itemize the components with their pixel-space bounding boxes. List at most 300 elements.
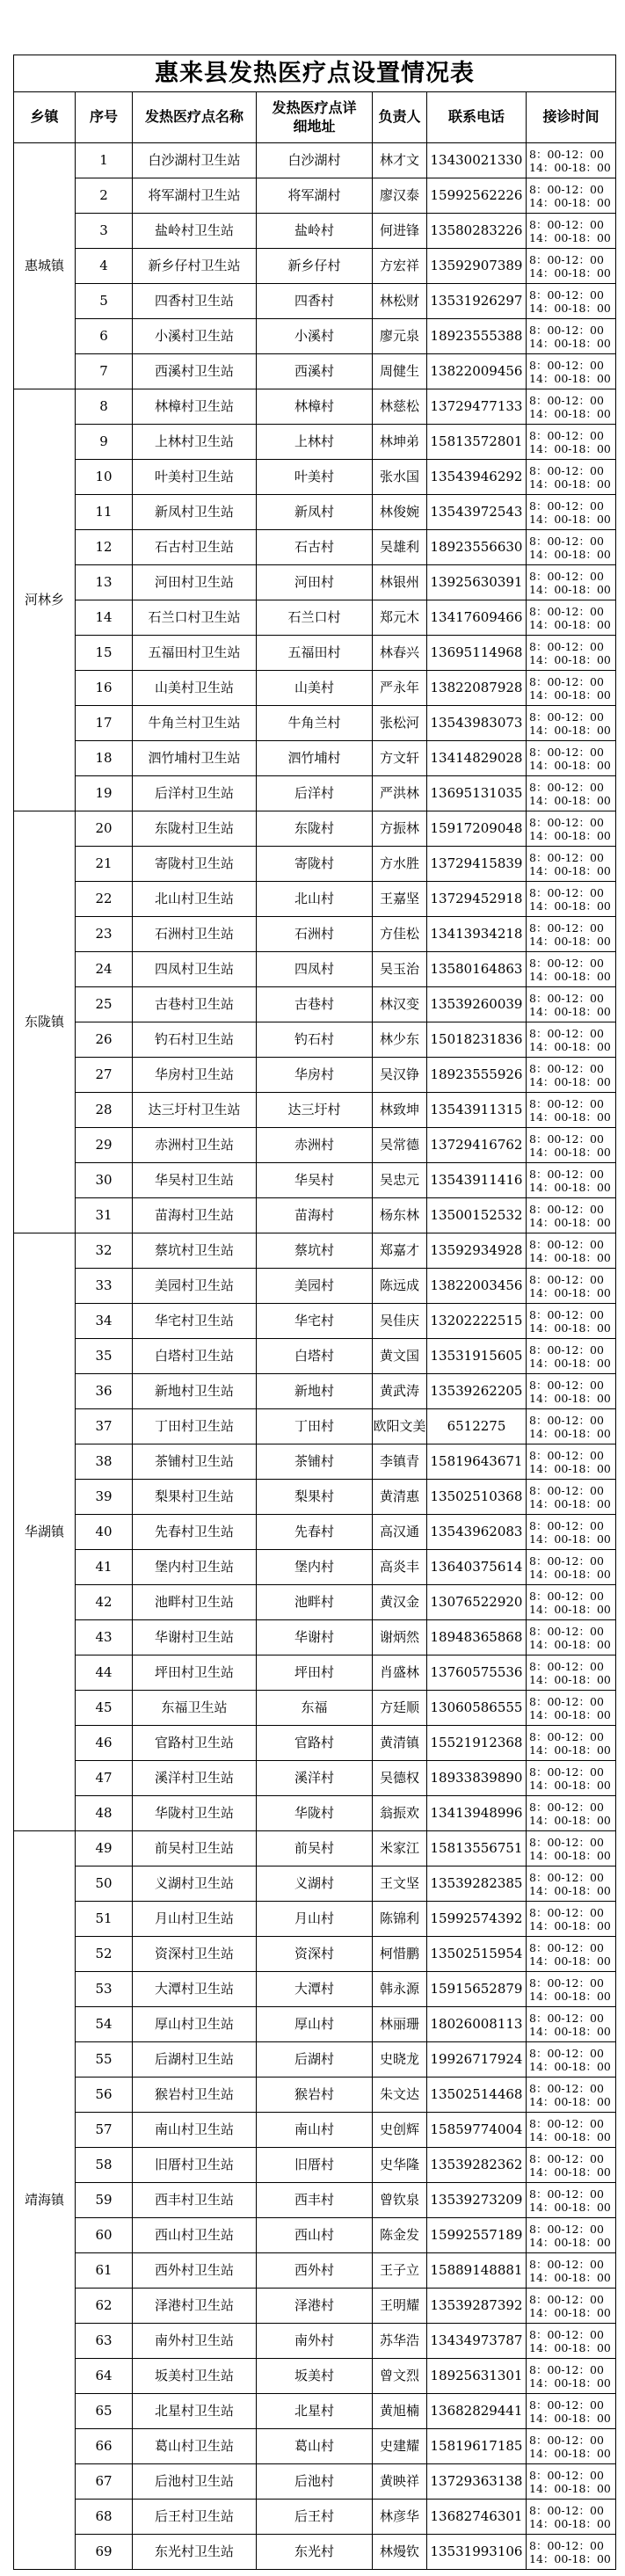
cell-address <box>257 249 373 284</box>
cell-time-line: 8：00-12：00 <box>529 463 604 477</box>
cell-no <box>76 2253 133 2289</box>
cell-time-line: 8：00-12：00 <box>529 1483 604 1497</box>
cell-address <box>257 741 373 776</box>
cell-no <box>76 1058 133 1093</box>
cell-time <box>527 1620 616 1655</box>
cell-person <box>373 1691 427 1726</box>
cell-address-text: 寄陇村 <box>294 855 334 872</box>
cell-time <box>527 2253 616 2289</box>
cell-phone-text: 13502510368 <box>430 1488 523 1505</box>
cell-no <box>76 1550 133 1585</box>
cell-name <box>133 2007 257 2042</box>
cell-person <box>373 1867 427 1902</box>
cell-time-line: 14：00-18：00 <box>529 582 611 596</box>
cell-time-line: 8：00-12：00 <box>529 1835 604 1849</box>
cell-time-line: 14：00-18：00 <box>529 1918 611 1932</box>
cell-phone <box>427 1480 527 1515</box>
cell-time <box>527 1233 616 1269</box>
cell-address <box>257 2464 373 2500</box>
cell-time-line: 8：00-12：00 <box>529 323 604 337</box>
cell-no-text: 1 <box>99 152 108 169</box>
cell-person <box>373 1163 427 1198</box>
header-address-text: 发热医疗点详细地址 <box>272 98 357 135</box>
cell-address <box>257 1058 373 1093</box>
cell-name-text: 茶铺村卫生站 <box>154 1453 234 1470</box>
cell-person-text: 方振林 <box>379 820 419 837</box>
cell-phone-text: 13502515954 <box>430 1946 523 1962</box>
cell-time-line: 8：00-12：00 <box>529 2327 604 2341</box>
cell-no <box>76 2289 133 2324</box>
cell-time-line: 14：00-18：00 <box>529 1743 611 1757</box>
cell-phone <box>427 1691 527 1726</box>
cell-person <box>373 1058 427 1093</box>
cell-time <box>527 2007 616 2042</box>
cell-person <box>373 354 427 389</box>
cell-time-line: 14：00-18：00 <box>529 1110 611 1124</box>
cell-phone-text: 18933839890 <box>430 1770 523 1786</box>
cell-no-text: 40 <box>95 1524 113 1540</box>
cell-name-text: 前吴村卫生站 <box>154 1840 234 1857</box>
cell-time-line: 8：00-12：00 <box>529 1940 604 1954</box>
cell-time-line: 14：00-18：00 <box>529 1989 611 2003</box>
cell-no <box>76 1374 133 1409</box>
cell-no <box>76 1269 133 1304</box>
cell-phone <box>427 1093 527 1128</box>
cell-time-line: 14：00-18：00 <box>529 1813 611 1827</box>
cell-phone <box>427 1937 527 1972</box>
cell-time-line: 14：00-18：00 <box>529 1145 611 1159</box>
cell-name-text: 大潭村卫生站 <box>154 1981 234 1997</box>
cell-time-line: 14：00-18：00 <box>529 2411 611 2425</box>
cell-person-text: 谢炳然 <box>379 1629 419 1646</box>
cell-name-text: 白塔村卫生站 <box>154 1348 234 1364</box>
cell-address-text: 华谢村 <box>294 1629 334 1646</box>
cell-name-text: 蔡坑村卫生站 <box>154 1242 234 1259</box>
cell-time-line: 14：00-18：00 <box>529 441 611 455</box>
cell-time-line: 14：00-18：00 <box>529 1215 611 1229</box>
cell-person <box>373 2500 427 2535</box>
cell-address <box>257 2429 373 2464</box>
cell-time-line: 14：00-18：00 <box>529 230 611 244</box>
cell-no <box>76 2218 133 2253</box>
cell-no-text: 65 <box>95 2403 113 2420</box>
cell-phone-text: 13682829441 <box>430 2403 523 2420</box>
cell-name-text: 华吴村卫生站 <box>154 1172 234 1189</box>
cell-time <box>527 1093 616 1128</box>
cell-time-line: 14：00-18：00 <box>529 2376 611 2390</box>
cell-time-line: 14：00-18：00 <box>529 688 611 702</box>
cell-name <box>133 1233 257 1269</box>
cell-time-line: 8：00-12：00 <box>529 2292 604 2306</box>
cell-time-line: 14：00-18：00 <box>529 301 611 315</box>
cell-phone <box>427 2324 527 2359</box>
cell-phone <box>427 1761 527 1796</box>
cell-no-text: 38 <box>95 1453 113 1470</box>
cell-person <box>373 2324 427 2359</box>
cell-no <box>76 2324 133 2359</box>
cell-name-text: 华房村卫生站 <box>154 1066 234 1083</box>
cell-phone-text: 18923556630 <box>430 539 523 556</box>
cell-address <box>257 1022 373 1058</box>
cell-time-line: 14：00-18：00 <box>529 1426 611 1440</box>
cell-name-text: 古巷村卫生站 <box>154 996 234 1013</box>
cell-name <box>133 565 257 600</box>
cell-phone-text: 13729452918 <box>430 891 523 907</box>
cell-name <box>133 2148 257 2183</box>
cell-address <box>257 2042 373 2078</box>
cell-phone-text: 13695131035 <box>430 785 523 802</box>
cell-address <box>257 2078 373 2113</box>
cell-name-text: 山美村卫生站 <box>154 680 234 696</box>
cell-person-text: 高汉通 <box>379 1524 419 1540</box>
cell-name-text: 后池村卫生站 <box>154 2473 234 2490</box>
cell-no-text: 15 <box>95 644 113 661</box>
header-no <box>76 92 133 143</box>
cell-no-text: 53 <box>95 1981 113 1997</box>
cell-phone-text: 13695114968 <box>430 644 523 661</box>
cell-name <box>133 741 257 776</box>
cell-time-line: 8：00-12：00 <box>529 1976 604 1990</box>
cell-time-line: 8：00-12：00 <box>529 1167 604 1181</box>
cell-address <box>257 2218 373 2253</box>
cell-time-line: 14：00-18：00 <box>529 1321 611 1335</box>
cell-name <box>133 1620 257 1655</box>
cell-phone <box>427 882 527 917</box>
cell-name <box>133 214 257 249</box>
cell-phone-text: 13539273209 <box>430 2192 523 2209</box>
cell-name-text: 猴岩村卫生站 <box>154 2086 234 2103</box>
cell-name-text: 林樟村卫生站 <box>154 398 234 415</box>
cell-name-text: 苗海村卫生站 <box>154 1207 234 1224</box>
cell-name-text: 华陇村卫生站 <box>154 1805 234 1822</box>
cell-address-text: 葛山村 <box>294 2438 334 2455</box>
cell-person <box>373 741 427 776</box>
cell-phone <box>427 1163 527 1198</box>
cell-person <box>373 600 427 636</box>
cell-name-text: 将军湖村卫生站 <box>148 187 241 204</box>
cell-time <box>527 2359 616 2394</box>
cell-address <box>257 2394 373 2429</box>
cell-person <box>373 2183 427 2218</box>
cell-person-text: 韩永源 <box>379 1981 419 1997</box>
cell-no-text: 56 <box>95 2086 113 2103</box>
cell-phone-text: 13580164863 <box>430 961 523 978</box>
cell-no-text: 59 <box>95 2192 113 2209</box>
cell-phone-text: 13500152532 <box>430 1207 523 1224</box>
cell-address <box>257 460 373 495</box>
cell-name <box>133 1550 257 1585</box>
cell-time <box>527 2289 616 2324</box>
town-name: 靖海镇 <box>24 2192 64 2209</box>
cell-name-text: 四香村卫生站 <box>154 293 234 309</box>
cell-person <box>373 1444 427 1480</box>
cell-time-line: 8：00-12：00 <box>529 1413 604 1427</box>
cell-time-line: 14：00-18：00 <box>529 969 611 983</box>
cell-phone <box>427 1585 527 1620</box>
cell-time-line: 14：00-18：00 <box>529 1707 611 1721</box>
cell-person-text: 严永年 <box>379 680 419 696</box>
cell-time-line: 8：00-12：00 <box>529 1518 604 1532</box>
cell-address <box>257 1128 373 1163</box>
cell-time-line: 8：00-12：00 <box>529 1659 604 1673</box>
cell-person <box>373 671 427 706</box>
cell-no-text: 9 <box>99 433 108 450</box>
cell-person-text: 史晓龙 <box>379 2051 419 2068</box>
cell-time-line: 8：00-12：00 <box>529 1765 604 1779</box>
cell-address-text: 古巷村 <box>294 996 334 1013</box>
cell-address-text: 盐岭村 <box>294 222 334 239</box>
cell-phone <box>427 2078 527 2113</box>
cell-phone-text: 13729415839 <box>430 855 523 872</box>
cell-name-text: 义湖村卫生站 <box>154 1875 234 1892</box>
cell-phone <box>427 354 527 389</box>
cell-phone <box>427 319 527 354</box>
cell-time-line: 8：00-12：00 <box>529 1905 604 1919</box>
cell-no <box>76 2429 133 2464</box>
cell-no-text: 41 <box>95 1559 113 1575</box>
cell-no-text: 69 <box>95 2543 113 2560</box>
cell-phone-text: 13543983073 <box>430 715 523 731</box>
cell-person-text: 曾钦泉 <box>379 2192 419 2209</box>
cell-name-text: 官路村卫生站 <box>154 1735 234 1751</box>
cell-person <box>373 565 427 600</box>
cell-person <box>373 2253 427 2289</box>
cell-address-text: 泗竹埔村 <box>287 750 341 767</box>
cell-person <box>373 1831 427 1867</box>
cell-name <box>133 1761 257 1796</box>
cell-name <box>133 811 257 847</box>
cell-person <box>373 178 427 214</box>
cell-no <box>76 284 133 319</box>
cell-time-line: 8：00-12：00 <box>529 2257 604 2271</box>
cell-time-line: 14：00-18：00 <box>529 2305 611 2319</box>
cell-name-text: 月山村卫生站 <box>154 1910 234 1927</box>
cell-phone-text: 13925630391 <box>430 574 523 591</box>
cell-address-text: 将军湖村 <box>287 187 341 204</box>
cell-address <box>257 1937 373 1972</box>
cell-time-line: 14：00-18：00 <box>529 652 611 666</box>
cell-no <box>76 1585 133 1620</box>
cell-time-line: 8：00-12：00 <box>529 1448 604 1462</box>
cell-person <box>373 1655 427 1691</box>
cell-phone-text: 13543962083 <box>430 1524 523 1540</box>
cell-phone-text: 13592934928 <box>430 1242 523 1259</box>
cell-name <box>133 2394 257 2429</box>
cell-person <box>373 2007 427 2042</box>
cell-time <box>527 1761 616 1796</box>
cell-no <box>76 847 133 882</box>
cell-time <box>527 917 616 952</box>
cell-phone-text: 13531926297 <box>430 293 523 309</box>
cell-person <box>373 1902 427 1937</box>
cell-phone-text: 15917209048 <box>430 820 523 837</box>
cell-time <box>527 1796 616 1831</box>
cell-person <box>373 1620 427 1655</box>
cell-address <box>257 2007 373 2042</box>
cell-time-line: 8：00-12：00 <box>529 498 604 513</box>
cell-time <box>527 249 616 284</box>
cell-person <box>373 1304 427 1339</box>
cell-address <box>257 2535 373 2570</box>
cell-person <box>373 214 427 249</box>
cell-address-text: 茶铺村 <box>294 1453 334 1470</box>
cell-no <box>76 354 133 389</box>
cell-address-text: 四香村 <box>294 293 334 309</box>
cell-time-line: 8：00-12：00 <box>529 252 604 266</box>
cell-name-text: 后洋村卫生站 <box>154 785 234 802</box>
cell-time-line: 14：00-18：00 <box>529 1004 611 1018</box>
cell-time <box>527 2535 616 2570</box>
cell-person <box>373 1409 427 1444</box>
cell-no <box>76 2359 133 2394</box>
cell-no <box>76 1515 133 1550</box>
cell-phone <box>427 389 527 425</box>
town-name: 华湖镇 <box>24 1524 64 1540</box>
cell-no-text: 20 <box>95 820 113 837</box>
cell-name <box>133 2324 257 2359</box>
cell-phone-text: 15915652879 <box>430 1981 523 1997</box>
cell-time-line: 8：00-12：00 <box>529 2046 604 2060</box>
cell-person <box>373 2113 427 2148</box>
cell-address <box>257 671 373 706</box>
cell-time-line: 14：00-18：00 <box>529 617 611 631</box>
cell-phone-text: 13822009456 <box>430 363 523 380</box>
cell-address <box>257 1304 373 1339</box>
cell-phone-text: 13414829028 <box>430 750 523 767</box>
cell-address <box>257 1691 373 1726</box>
cell-phone <box>427 2218 527 2253</box>
cell-time <box>527 811 616 847</box>
cell-time-line: 14：00-18：00 <box>529 371 611 385</box>
cell-phone-text: 15813572801 <box>430 433 523 450</box>
cell-address-text: 苗海村 <box>294 1207 334 1224</box>
cell-phone <box>427 2289 527 2324</box>
cell-time-line: 8：00-12：00 <box>529 1132 604 1146</box>
cell-time-line: 8：00-12：00 <box>529 2433 604 2447</box>
cell-phone-text: 13729477133 <box>430 398 523 415</box>
cell-address-text: 东陇村 <box>294 820 334 837</box>
cell-no <box>76 741 133 776</box>
cell-no <box>76 1304 133 1339</box>
cell-person <box>373 1761 427 1796</box>
cell-person-text: 曾文烈 <box>379 2368 419 2384</box>
cell-name <box>133 1726 257 1761</box>
cell-person <box>373 706 427 741</box>
cell-no <box>76 706 133 741</box>
cell-phone <box>427 249 527 284</box>
cell-time <box>527 1691 616 1726</box>
cell-person-text: 林慈松 <box>379 398 419 415</box>
cell-no-text: 11 <box>95 504 113 520</box>
cell-person <box>373 2218 427 2253</box>
cell-time-line: 14：00-18：00 <box>529 195 611 209</box>
cell-name-text: 泗竹埔村卫生站 <box>148 750 241 767</box>
cell-phone-text: 13531993106 <box>430 2543 523 2560</box>
cell-time-line: 14：00-18：00 <box>529 2551 611 2565</box>
town-cell <box>14 1831 76 2570</box>
cell-no <box>76 1831 133 1867</box>
cell-address <box>257 636 373 671</box>
cell-phone <box>427 2500 527 2535</box>
cell-phone-text: 13502514468 <box>430 2086 523 2103</box>
cell-time-line: 8：00-12：00 <box>529 991 604 1005</box>
header-time <box>527 92 616 143</box>
cell-person-text: 林汉变 <box>379 996 419 1013</box>
cell-person <box>373 1128 427 1163</box>
cell-address <box>257 952 373 987</box>
cell-address-text: 蔡坑村 <box>294 1242 334 1259</box>
cell-name-text: 四凤村卫生站 <box>154 961 234 978</box>
cell-phone <box>427 1902 527 1937</box>
cell-time <box>527 284 616 319</box>
cell-name <box>133 2253 257 2289</box>
cell-person-text: 方廷顺 <box>379 1699 419 1716</box>
cell-person <box>373 636 427 671</box>
cell-phone <box>427 1655 527 1691</box>
cell-phone <box>427 706 527 741</box>
cell-address-text: 后洋村 <box>294 785 334 802</box>
cell-time <box>527 565 616 600</box>
cell-time <box>527 460 616 495</box>
cell-address-text: 华陇村 <box>294 1805 334 1822</box>
cell-address-text: 新凤村 <box>294 504 334 520</box>
cell-person-text: 史华隆 <box>379 2157 419 2173</box>
cell-no <box>76 811 133 847</box>
cell-phone-text: 13592907389 <box>430 258 523 274</box>
cell-name-text: 东光村卫生站 <box>154 2543 234 2560</box>
cell-name-text: 牛角兰村卫生站 <box>148 715 241 731</box>
cell-time-line: 8：00-12：00 <box>529 639 604 653</box>
cell-name <box>133 143 257 178</box>
cell-person-text: 陈远成 <box>379 1277 419 1294</box>
cell-name-text: 东福卫生站 <box>161 1699 228 1716</box>
cell-time <box>527 530 616 565</box>
cell-name <box>133 1867 257 1902</box>
cell-person <box>373 1198 427 1233</box>
cell-address <box>257 319 373 354</box>
cell-phone <box>427 1058 527 1093</box>
cell-person-text: 何进锋 <box>379 222 419 239</box>
cell-time <box>527 178 616 214</box>
cell-name-text: 钓石村卫生站 <box>154 1031 234 1048</box>
cell-name-text: 东陇村卫生站 <box>154 820 234 837</box>
cell-name-text: 西丰村卫生站 <box>154 2192 234 2209</box>
cell-phone <box>427 2113 527 2148</box>
cell-time <box>527 1304 616 1339</box>
cell-name <box>133 2289 257 2324</box>
cell-time <box>527 741 616 776</box>
cell-phone <box>427 565 527 600</box>
cell-time <box>527 495 616 530</box>
cell-phone-text: 13822003456 <box>430 1277 523 1294</box>
cell-address-text: 坂美村 <box>294 2368 334 2384</box>
cell-time-line: 14：00-18：00 <box>529 1461 611 1475</box>
cell-phone-text: 13539260039 <box>430 996 523 1013</box>
cell-time-line: 14：00-18：00 <box>529 1496 611 1510</box>
cell-address-text: 石兰口村 <box>287 609 341 626</box>
cell-address <box>257 2289 373 2324</box>
cell-name-text: 五福田村卫生站 <box>148 644 241 661</box>
cell-name <box>133 1902 257 1937</box>
cell-time-line: 14：00-18：00 <box>529 477 611 491</box>
cell-person-text: 陈金发 <box>379 2227 419 2244</box>
cell-time-line: 8：00-12：00 <box>529 287 604 302</box>
cell-address-text: 资深村 <box>294 1946 334 1962</box>
cell-name <box>133 1515 257 1550</box>
cell-address-text: 山美村 <box>294 680 334 696</box>
cell-address <box>257 1269 373 1304</box>
cell-name <box>133 1058 257 1093</box>
